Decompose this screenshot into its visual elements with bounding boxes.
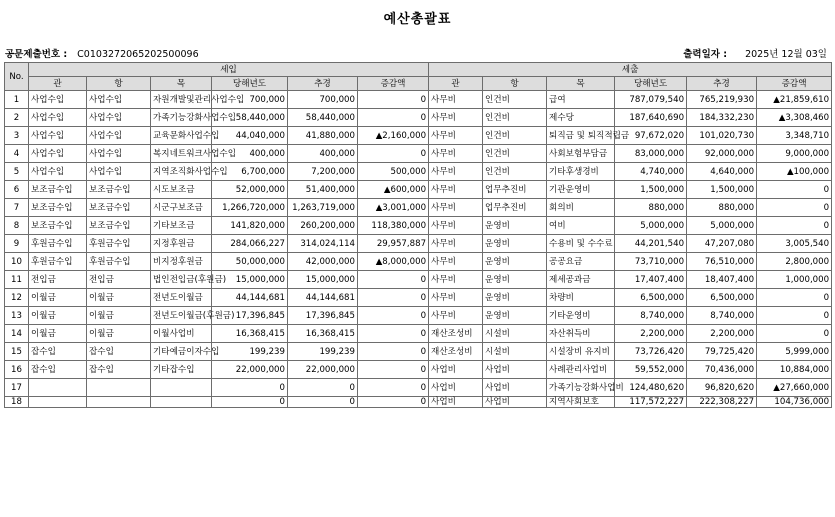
header-no: No.: [5, 63, 29, 91]
row-number: 17: [5, 379, 29, 397]
income-cell: 17,396,845: [212, 307, 288, 325]
expense-cell: 104,736,000: [757, 397, 832, 408]
expense-cell: 사무비: [429, 235, 483, 253]
expense-cell: 사회보험부담금: [547, 145, 615, 163]
expense-cell: 2,200,000: [615, 325, 687, 343]
income-cell: 이월금: [87, 325, 151, 343]
expense-cell: 사무비: [429, 199, 483, 217]
income-cell: 400,000: [212, 145, 288, 163]
print-date-label: 출력일자 :: [683, 49, 728, 60]
document-number: [5, 46, 199, 60]
header-income-mok: 목: [151, 77, 212, 91]
expense-cell: 17,407,400: [615, 271, 687, 289]
income-cell: 사업수입: [87, 127, 151, 145]
income-cell: 44,040,000: [212, 127, 288, 145]
expense-cell: 97,672,020: [615, 127, 687, 145]
income-cell: 사업수입: [29, 127, 87, 145]
income-cell: 보조금수입: [87, 181, 151, 199]
row-number: 13: [5, 307, 29, 325]
expense-cell: 인건비: [483, 109, 547, 127]
expense-cell: 10,884,000: [757, 361, 832, 379]
expense-cell: 업무추진비: [483, 181, 547, 199]
income-cell: 141,820,000: [212, 217, 288, 235]
expense-cell: 사업비: [483, 361, 547, 379]
table-row: [5, 91, 832, 109]
income-cell: 15,000,000: [212, 271, 288, 289]
expense-cell: 인건비: [483, 145, 547, 163]
expense-cell: 0: [757, 325, 832, 343]
income-cell: ▲8,000,000: [358, 253, 429, 271]
header-expense-gwan: 관: [429, 77, 483, 91]
expense-cell: 18,407,400: [687, 271, 757, 289]
income-cell: 199,239: [288, 343, 358, 361]
income-cell: 비지정후원금: [151, 253, 212, 271]
income-cell: 전년도이월금(후원금): [151, 307, 212, 325]
expense-cell: ▲3,308,460: [757, 109, 832, 127]
income-cell: 후원금수입: [29, 253, 87, 271]
income-cell: 교육문화사업수입: [151, 127, 212, 145]
expense-cell: 83,000,000: [615, 145, 687, 163]
expense-cell: 사무비: [429, 181, 483, 199]
expense-cell: ▲27,660,000: [757, 379, 832, 397]
expense-cell: 운영비: [483, 289, 547, 307]
income-cell: 17,396,845: [288, 307, 358, 325]
income-cell: [87, 397, 151, 408]
expense-cell: 4,740,000: [615, 163, 687, 181]
income-cell: 22,000,000: [212, 361, 288, 379]
header-income-current: 당해년도: [212, 77, 288, 91]
table-row: [5, 217, 832, 235]
income-cell: ▲2,160,000: [358, 127, 429, 145]
expense-cell: 880,000: [687, 199, 757, 217]
table-row: [5, 343, 832, 361]
expense-cell: 0: [757, 289, 832, 307]
income-cell: 이월사업비: [151, 325, 212, 343]
expense-cell: 44,201,540: [615, 235, 687, 253]
row-number: 8: [5, 217, 29, 235]
income-cell: 0: [212, 379, 288, 397]
income-cell: 22,000,000: [288, 361, 358, 379]
expense-cell: 5,999,000: [757, 343, 832, 361]
expense-cell: 5,000,000: [615, 217, 687, 235]
income-cell: 사업수입: [87, 91, 151, 109]
income-cell: 이월금: [29, 307, 87, 325]
row-number: 10: [5, 253, 29, 271]
income-cell: 0: [358, 271, 429, 289]
income-cell: 44,144,681: [212, 289, 288, 307]
expense-cell: 9,000,000: [757, 145, 832, 163]
expense-cell: 73,710,000: [615, 253, 687, 271]
expense-cell: 0: [757, 181, 832, 199]
expense-cell: 92,000,000: [687, 145, 757, 163]
row-number: 4: [5, 145, 29, 163]
income-cell: 보조금수입: [29, 217, 87, 235]
expense-cell: 222,308,227: [687, 397, 757, 408]
expense-cell: 운영비: [483, 307, 547, 325]
income-cell: 1,266,720,000: [212, 199, 288, 217]
row-number: 12: [5, 289, 29, 307]
income-cell: 50,000,000: [212, 253, 288, 271]
table-row: [5, 271, 832, 289]
income-cell: 0: [358, 109, 429, 127]
row-number: 11: [5, 271, 29, 289]
expense-cell: 79,725,420: [687, 343, 757, 361]
income-cell: 58,440,000: [288, 109, 358, 127]
expense-cell: ▲100,000: [757, 163, 832, 181]
row-number: 16: [5, 361, 29, 379]
income-cell: 사업수입: [87, 109, 151, 127]
income-cell: 0: [358, 91, 429, 109]
income-cell: [29, 397, 87, 408]
income-cell: 199,239: [212, 343, 288, 361]
expense-cell: 117,572,227: [615, 397, 687, 408]
income-cell: 잡수입: [87, 343, 151, 361]
row-number: 15: [5, 343, 29, 361]
income-cell: 이월금: [29, 325, 87, 343]
header-income-gwan: 관: [29, 77, 87, 91]
income-cell: 0: [358, 325, 429, 343]
expense-cell: 사례관리사업비: [547, 361, 615, 379]
row-number: 7: [5, 199, 29, 217]
table-row: [5, 253, 832, 271]
row-number: 2: [5, 109, 29, 127]
income-cell: 후원금수입: [87, 253, 151, 271]
expense-cell: 880,000: [615, 199, 687, 217]
income-cell: 지역조직화사업수입: [151, 163, 212, 181]
expense-cell: 사무비: [429, 217, 483, 235]
budget-summary-table: [4, 62, 832, 408]
expense-cell: 0: [757, 199, 832, 217]
expense-cell: 시설비: [483, 325, 547, 343]
table-row: [5, 235, 832, 253]
income-cell: 사업수입: [29, 145, 87, 163]
row-number: 9: [5, 235, 29, 253]
table-row: [5, 199, 832, 217]
income-cell: 0: [358, 397, 429, 408]
expense-cell: 사무비: [429, 289, 483, 307]
header-income-hang: 항: [87, 77, 151, 91]
income-cell: 후원금수입: [29, 235, 87, 253]
row-number: 14: [5, 325, 29, 343]
income-cell: 0: [288, 379, 358, 397]
expense-cell: 가족기능강화사업비: [547, 379, 615, 397]
income-cell: 7,200,000: [288, 163, 358, 181]
header-expense-current: 당해년도: [615, 77, 687, 91]
expense-cell: 여비: [547, 217, 615, 235]
income-cell: 51,400,000: [288, 181, 358, 199]
income-cell: 사업수입: [87, 145, 151, 163]
income-cell: ▲600,000: [358, 181, 429, 199]
expense-cell: 사업비: [429, 361, 483, 379]
income-cell: 전년도이월금: [151, 289, 212, 307]
income-cell: 자원개발및관리사업수입: [151, 91, 212, 109]
income-cell: 42,000,000: [288, 253, 358, 271]
expense-cell: 2,800,000: [757, 253, 832, 271]
expense-cell: 사무비: [429, 307, 483, 325]
income-cell: 0: [358, 379, 429, 397]
income-cell: 이월금: [87, 289, 151, 307]
income-cell: 0: [358, 289, 429, 307]
income-cell: [151, 397, 212, 408]
income-cell: ▲3,001,000: [358, 199, 429, 217]
table-row: [5, 109, 832, 127]
expense-cell: 재산조성비: [429, 325, 483, 343]
income-cell: [87, 379, 151, 397]
expense-cell: 사무비: [429, 253, 483, 271]
income-cell: 후원금수입: [87, 235, 151, 253]
income-cell: 6,700,000: [212, 163, 288, 181]
expense-cell: 0: [757, 217, 832, 235]
expense-cell: 제세공과금: [547, 271, 615, 289]
expense-cell: 1,500,000: [687, 181, 757, 199]
expense-cell: 인건비: [483, 91, 547, 109]
header-expense: 세출: [429, 63, 832, 77]
income-cell: 1,263,719,000: [288, 199, 358, 217]
income-cell: 가족기능강화사업수입: [151, 109, 212, 127]
expense-cell: 70,436,000: [687, 361, 757, 379]
row-number: 18: [5, 397, 29, 408]
expense-cell: 수용비 및 수수료: [547, 235, 615, 253]
expense-cell: 765,219,930: [687, 91, 757, 109]
expense-cell: 기타운영비: [547, 307, 615, 325]
income-cell: 15,000,000: [288, 271, 358, 289]
expense-cell: 3,005,540: [757, 235, 832, 253]
table-row: [5, 181, 832, 199]
row-number: 3: [5, 127, 29, 145]
expense-cell: 사업비: [429, 379, 483, 397]
expense-cell: 제수당: [547, 109, 615, 127]
income-cell: 법인전입금(후원금): [151, 271, 212, 289]
income-cell: 보조금수입: [29, 181, 87, 199]
header-expense-supplementary: 추경: [687, 77, 757, 91]
income-cell: 29,957,887: [358, 235, 429, 253]
income-cell: 잡수입: [87, 361, 151, 379]
income-cell: 44,144,681: [288, 289, 358, 307]
income-cell: 복지네트워크사업수입: [151, 145, 212, 163]
expense-cell: 6,500,000: [615, 289, 687, 307]
expense-cell: 차량비: [547, 289, 615, 307]
income-cell: 사업수입: [29, 91, 87, 109]
income-cell: 잡수입: [29, 343, 87, 361]
expense-cell: 운영비: [483, 217, 547, 235]
income-cell: 0: [212, 397, 288, 408]
expense-cell: 5,000,000: [687, 217, 757, 235]
expense-cell: 사무비: [429, 109, 483, 127]
row-number: 1: [5, 91, 29, 109]
expense-cell: 787,079,540: [615, 91, 687, 109]
expense-cell: 시설비: [483, 343, 547, 361]
expense-cell: 기관운영비: [547, 181, 615, 199]
header-income-change: 증감액: [358, 77, 429, 91]
expense-cell: 업무추진비: [483, 199, 547, 217]
row-number: 5: [5, 163, 29, 181]
income-cell: 16,368,415: [212, 325, 288, 343]
income-cell: 400,000: [288, 145, 358, 163]
expense-cell: 인건비: [483, 163, 547, 181]
income-cell: 사업수입: [87, 163, 151, 181]
income-cell: 58,440,000: [212, 109, 288, 127]
income-cell: 사업수입: [29, 163, 87, 181]
expense-cell: 인건비: [483, 127, 547, 145]
income-cell: 0: [288, 397, 358, 408]
expense-cell: 73,726,420: [615, 343, 687, 361]
expense-cell: 사무비: [429, 91, 483, 109]
page-title: 예산총괄표: [383, 12, 452, 27]
income-cell: 16,368,415: [288, 325, 358, 343]
expense-cell: 급여: [547, 91, 615, 109]
income-cell: 500,000: [358, 163, 429, 181]
income-cell: 보조금수입: [29, 199, 87, 217]
expense-cell: 3,348,710: [757, 127, 832, 145]
table-row: [5, 163, 832, 181]
expense-cell: 59,552,000: [615, 361, 687, 379]
income-cell: 시군구보조금: [151, 199, 212, 217]
expense-cell: 지역사회보호: [547, 397, 615, 408]
expense-cell: 6,500,000: [687, 289, 757, 307]
table-row: [5, 127, 832, 145]
print-date-value: 2025년 12월 03일: [745, 49, 827, 60]
table-row: [5, 361, 832, 379]
expense-cell: 4,640,000: [687, 163, 757, 181]
expense-cell: 사무비: [429, 163, 483, 181]
income-cell: 전입금: [87, 271, 151, 289]
income-cell: 0: [358, 361, 429, 379]
expense-cell: 47,207,080: [687, 235, 757, 253]
header-income: 세입: [29, 63, 429, 77]
income-cell: 52,000,000: [212, 181, 288, 199]
table-body: [5, 91, 832, 408]
header-expense-change: 증감액: [757, 77, 832, 91]
expense-cell: 회의비: [547, 199, 615, 217]
expense-cell: 공공요금: [547, 253, 615, 271]
income-cell: 기타예금이자수입: [151, 343, 212, 361]
expense-cell: 재산조성비: [429, 343, 483, 361]
expense-cell: 사업비: [429, 397, 483, 408]
expense-cell: 사업비: [483, 379, 547, 397]
expense-cell: 8,740,000: [687, 307, 757, 325]
expense-cell: 자산취득비: [547, 325, 615, 343]
expense-cell: 101,020,730: [687, 127, 757, 145]
income-cell: 700,000: [212, 91, 288, 109]
expense-cell: 2,200,000: [687, 325, 757, 343]
income-cell: 사업수입: [29, 109, 87, 127]
expense-cell: 운영비: [483, 253, 547, 271]
table-row: [5, 379, 832, 397]
expense-cell: 시설장비 유지비: [547, 343, 615, 361]
expense-cell: 사업비: [483, 397, 547, 408]
income-cell: 118,380,000: [358, 217, 429, 235]
expense-cell: 기타후생경비: [547, 163, 615, 181]
income-cell: 이월금: [87, 307, 151, 325]
income-cell: 700,000: [288, 91, 358, 109]
expense-cell: ▲21,859,610: [757, 91, 832, 109]
income-cell: 0: [358, 343, 429, 361]
income-cell: 시도보조금: [151, 181, 212, 199]
document-number-label: 공문제출번호 :: [5, 49, 68, 60]
income-cell: 보조금수입: [87, 199, 151, 217]
income-cell: 지정후원금: [151, 235, 212, 253]
expense-cell: 1,500,000: [615, 181, 687, 199]
income-cell: 전입금: [29, 271, 87, 289]
expense-cell: 0: [757, 307, 832, 325]
income-cell: 260,200,000: [288, 217, 358, 235]
expense-cell: 96,820,620: [687, 379, 757, 397]
income-cell: 41,880,000: [288, 127, 358, 145]
table-row: [5, 289, 832, 307]
expense-cell: 124,480,620: [615, 379, 687, 397]
document-number-value: C0103272065202500096: [77, 49, 199, 60]
expense-cell: 운영비: [483, 235, 547, 253]
expense-cell: 사무비: [429, 145, 483, 163]
expense-cell: 187,640,690: [615, 109, 687, 127]
income-cell: [151, 379, 212, 397]
income-cell: 0: [358, 145, 429, 163]
income-cell: 284,066,227: [212, 235, 288, 253]
table-row: [5, 145, 832, 163]
header-income-supplementary: 추경: [288, 77, 358, 91]
table-row: [5, 325, 832, 343]
income-cell: 314,024,114: [288, 235, 358, 253]
header-expense-hang: 항: [483, 77, 547, 91]
expense-cell: 1,000,000: [757, 271, 832, 289]
expense-cell: 76,510,000: [687, 253, 757, 271]
expense-cell: 사무비: [429, 271, 483, 289]
expense-cell: 184,332,230: [687, 109, 757, 127]
income-cell: 보조금수입: [87, 217, 151, 235]
income-cell: 잡수입: [29, 361, 87, 379]
expense-cell: 퇴직금 및 퇴직적립금: [547, 127, 615, 145]
income-cell: 기타보조금: [151, 217, 212, 235]
expense-cell: 운영비: [483, 271, 547, 289]
expense-cell: 8,740,000: [615, 307, 687, 325]
income-cell: 기타잡수입: [151, 361, 212, 379]
row-number: 6: [5, 181, 29, 199]
income-cell: [29, 379, 87, 397]
income-cell: 0: [358, 307, 429, 325]
print-date: [683, 46, 827, 60]
income-cell: 이월금: [29, 289, 87, 307]
table-row: [5, 307, 832, 325]
table-row: [5, 397, 832, 408]
header-expense-mok: 목: [547, 77, 615, 91]
expense-cell: 사무비: [429, 127, 483, 145]
